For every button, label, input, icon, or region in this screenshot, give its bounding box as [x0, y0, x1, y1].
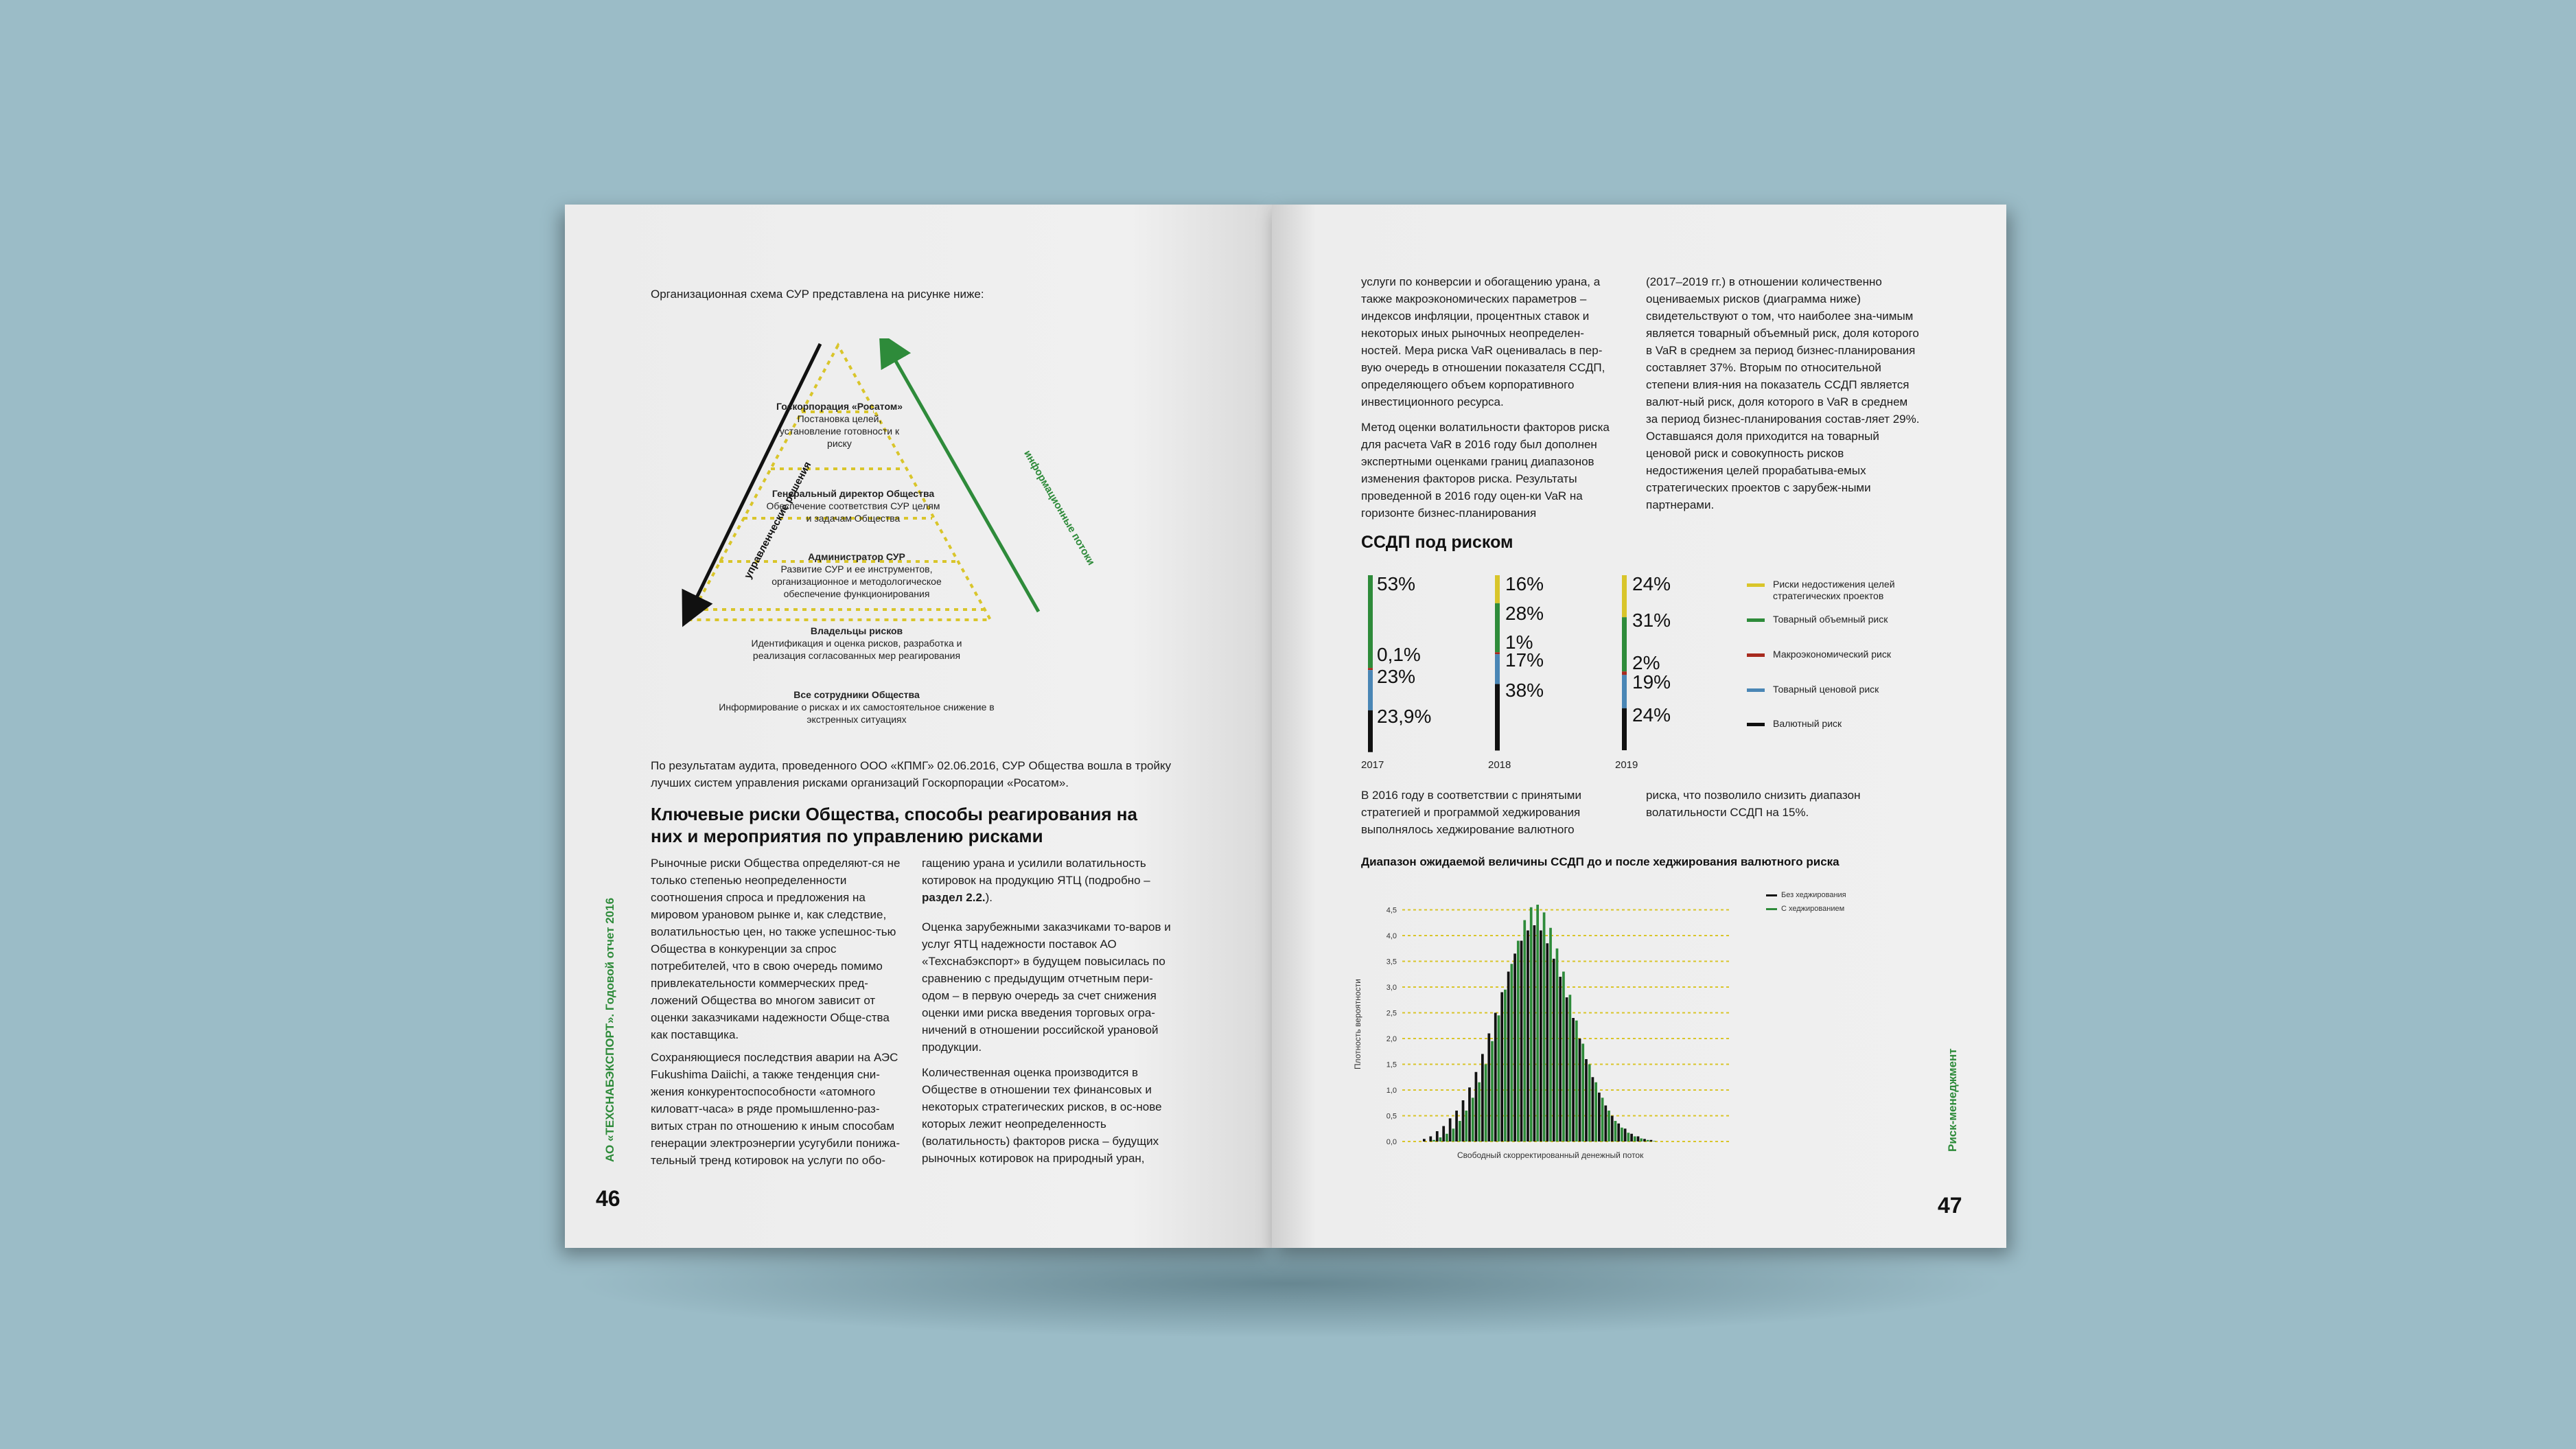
chart1-label: 23,9%	[1377, 706, 1432, 727]
right-col2-p1: (2017–2019 гг.) в отношении количественно оцениваемых рисков (диаграмма ниже) свидетельствуют о том, что наиболее зна-чимым является товарный объемный риск, доля которого в VaR в среднем за период бизнес-планирования составляет 37%. Вторым по относительной степени влия-ния на показатель ССДП является валют-ный риск, доля которого в VaR в среднем за период бизнес-планирования состав-ляет 29%. Оставшаяся доля приходится на товарный ценовой риск и совокупность рисков недостижения целей прорабатыва-емых стратегических проектов с зарубеж-ными партнерами.	[1646, 275, 1920, 511]
right-col1-p2: Метод оценки волатильности факторов риска для расчета VaR в 2016 году был дополнен экспертными оценками границ диапазонов изменения факторов риска. Результаты проведенной в 2016 году оцен-ки VaR на горизонте бизнес-планирования	[1361, 421, 1610, 520]
org-intro: Организационная схема СУР представлена на рисунке ниже:	[651, 288, 984, 301]
chart2-bar	[1562, 972, 1565, 1142]
right-page	[1272, 205, 2006, 1248]
chart1-label: 24%	[1632, 573, 1671, 594]
chart1-legend-item	[1773, 718, 1896, 730]
chart2-legend-item	[1766, 891, 1846, 899]
legend-label: Макроэкономический риск	[1773, 649, 1891, 660]
chart2-bar	[1585, 1059, 1588, 1141]
chart2-bar	[1432, 1140, 1435, 1141]
pyramid-level-2	[764, 487, 942, 524]
chart2-ytick: 4,0	[1386, 932, 1397, 940]
left-col2-p1-text: гащению урана и усилили волатильность котировок на продукцию ЯТЦ (подробно –	[922, 857, 1150, 887]
chart2-histogram	[1361, 891, 1745, 1152]
hedge-text-1: В 2016 году в соответствии с принятыми стратегией и программой хеджирования выполнялось хеджирование валютного	[1361, 789, 1581, 836]
chart2-bar	[1624, 1128, 1627, 1141]
chart2-bar	[1517, 941, 1520, 1142]
legend-swatch	[1747, 618, 1765, 622]
chart1-label: 28%	[1505, 603, 1544, 624]
chart1-legend-item	[1773, 614, 1896, 625]
chart2-ytick: 4,5	[1386, 906, 1397, 915]
chart1-label: 38%	[1505, 680, 1544, 701]
chart2-ytick: 3,0	[1386, 984, 1397, 992]
chart1-label: 53%	[1377, 573, 1416, 594]
chart2-xlabel: Свободный скорректированный денежный поток	[1457, 1150, 1644, 1160]
chart2-bar	[1592, 1077, 1594, 1141]
chart1-title: ССДП под риском	[1361, 533, 1513, 552]
chart2-bar	[1498, 1015, 1500, 1141]
chart1-bar-segment	[1622, 575, 1627, 617]
chart2-bar	[1423, 1139, 1426, 1141]
pyramid-level-title: Все сотрудники Общества	[793, 689, 920, 700]
pyramid-level-4	[730, 625, 984, 662]
chart2-bar	[1455, 1111, 1458, 1141]
right-col1-p1: услуги по конверсии и обогащению урана, а также макроэкономических параметров – индексов инфляции, процентных ставок и некоторых иных рыночных неопределен-ностей. Мера риска VaR оценивалась в пер-вую очередь в отношении показателя ССДП, определяющего объем корпоративного инвестиционного ресурса.	[1361, 275, 1605, 408]
chart2-bar	[1566, 997, 1568, 1141]
chart2-bar	[1442, 1126, 1445, 1142]
chart2-bar	[1543, 912, 1546, 1141]
chart2-bar	[1604, 1106, 1607, 1142]
chart1-legend-item	[1773, 649, 1896, 660]
chart1-year: 2019	[1615, 759, 1638, 771]
left-side-label: АО «ТЕХСНАБЭКСПОРТ». Годовой отчет 2016	[603, 897, 616, 1162]
section-link[interactable]: раздел 2.2.	[922, 891, 986, 904]
chart2-bar	[1472, 1098, 1474, 1141]
legend-swatch	[1747, 723, 1765, 726]
chart2-bar	[1491, 1041, 1494, 1141]
chart1-bar-segment	[1622, 671, 1627, 675]
arrow-left-label: управленческие решения	[742, 459, 814, 581]
pyramid-level-body: Обеспечение соответствия СУР целям и задачам Общества	[766, 500, 940, 524]
chart2-bar	[1643, 1139, 1646, 1141]
pyramid-level-title: Владельцы рисков	[810, 625, 903, 636]
chart2-bar	[1650, 1140, 1653, 1141]
chart2-bar	[1462, 1100, 1465, 1141]
chart2-bar	[1475, 1072, 1478, 1141]
chart1-legend-item	[1773, 684, 1896, 695]
hedge-text-2: риска, что позволило снизить диапазон волатильности ССДП на 15%.	[1646, 789, 1861, 819]
chart1-bar-segment	[1368, 575, 1373, 668]
pyramid-level-3	[747, 550, 966, 600]
pyramid-level-title: Госкорпорация «Росатом»	[776, 401, 903, 412]
chart2-bar	[1533, 925, 1536, 1141]
chart1-bar-segment	[1368, 668, 1373, 670]
chart2-bar	[1553, 959, 1555, 1141]
chart2-bar	[1627, 1133, 1630, 1141]
chart1-legend-item	[1773, 579, 1917, 602]
left-col1-p2: Сохраняющиеся последствия аварии на АЭС Fukushima Daiichi, а также тенденция сни-жения конкурентоспособности «атомного киловатт-часа» в ряде промышленно-раз-витых стран по отношению к иным способам генерации электроэнергии усугубили понижа-тельный тренд котировок на услуги по обо-	[651, 1051, 900, 1167]
chart2-bar	[1429, 1137, 1432, 1142]
chart2-bar	[1588, 1065, 1591, 1142]
legend-label: Товарный объемный риск	[1773, 614, 1888, 625]
chart2-ylabel: Плотность вероятности	[1353, 979, 1362, 1069]
chart2-bar	[1481, 1054, 1484, 1142]
left-col2-p3: Количественная оценка производится в Обществе в отношении тех финансовых и некоторых стратегических рисков, в ос-нове которых лежит неопределенность (волатильность) факторов риска – будущих рыночных котировок на природный уран,	[922, 1066, 1162, 1165]
chart1-label: 31%	[1632, 610, 1671, 631]
audit-text: По результатам аудита, проведенного ООО «КПМГ» 02.06.2016, СУР Общества вошла в тройку лучших систем управления рисками организаций Госкорпорации «Росатом».	[651, 759, 1172, 789]
chart2-bar	[1494, 1013, 1497, 1142]
chart1-bar-segment	[1495, 684, 1500, 751]
chart2-bar	[1465, 1111, 1467, 1141]
chart2-bar	[1436, 1131, 1439, 1141]
chart1-bar-segment	[1622, 617, 1627, 671]
chart1-bar-segment	[1368, 670, 1373, 710]
legend-label: Без хеджирования	[1781, 891, 1846, 899]
chart1-label: 2%	[1632, 652, 1660, 673]
legend-swatch	[1747, 688, 1765, 692]
left-col1-p1: Рыночные риски Общества определяют-ся не только степенью неопределенности соотношения спроса и предложения на мировом урановом рынке и, как следствие, волатильностью цен, но также успешнос-тью Общества в конкуренции за спрос потребителей, что в свою очередь помимо привлекательности коммерческих пред-ложений Общества во многом зависит от оценки заказчиками надежности Обще-ства как поставщика.	[651, 857, 901, 1041]
chart1-label: 24%	[1632, 704, 1671, 726]
chart2-bar	[1446, 1134, 1448, 1141]
chart2-bar	[1549, 928, 1552, 1141]
pyramid-level-body: Развитие СУР и ее инструментов, организационное и методологическое обеспечение функционирования	[771, 564, 942, 599]
pyramid-level-5	[716, 688, 997, 726]
left-col2-p1-end: ).	[985, 891, 993, 904]
chart1-year: 2017	[1361, 759, 1384, 771]
chart2-ytick: 2,0	[1386, 1035, 1397, 1043]
chart1-label: 1%	[1505, 631, 1533, 653]
chart2-bar	[1594, 1082, 1597, 1141]
legend-label: С хеджированием	[1781, 905, 1845, 913]
right-side-label: Риск-менеджмент	[1946, 1048, 1959, 1152]
chart2-bar	[1621, 1128, 1623, 1141]
chart2-bar	[1487, 1034, 1490, 1142]
pyramid-level-title: Генеральный директор Общества	[771, 488, 935, 499]
chart2-bar	[1556, 949, 1559, 1141]
chart1-bar-segment	[1495, 654, 1500, 684]
chart2-bar	[1468, 1087, 1471, 1141]
chart1-label: 19%	[1632, 671, 1671, 693]
chart2-ytick: 1,5	[1386, 1060, 1397, 1069]
legend-swatch	[1747, 583, 1765, 587]
pyramid-level-title: Администратор СУР	[808, 551, 905, 562]
chart2-bar	[1601, 1098, 1604, 1141]
left-page	[565, 205, 1272, 1248]
pyramid-level-1	[774, 400, 905, 450]
chart2-bar	[1527, 931, 1529, 1142]
chart2-bar	[1530, 907, 1533, 1141]
chart1-label: 17%	[1505, 649, 1544, 671]
chart2-bar	[1598, 1093, 1601, 1141]
chart2-ytick: 3,5	[1386, 958, 1397, 966]
left-col2-p2: Оценка зарубежными заказчиками то-варов и услуг ЯТЦ надежности поставок АО «Техснабэкспорт» в будущем повысилась по сравнению с предыдущим отчетным пери-одом – в первую очередь за счет снижения оценки ими риска введения торговых огра-ничений в отношении российской урановой продукции.	[922, 920, 1171, 1054]
legend-label: Риски недостижения целей стратегических проектов	[1773, 579, 1895, 601]
left-col2-p1	[922, 855, 1176, 906]
chart2-bar	[1540, 931, 1542, 1142]
chart2-bar	[1559, 977, 1562, 1141]
pyramid-level-body: Постановка целей, установление готовности к риску	[779, 413, 900, 449]
chart1-label: 16%	[1505, 573, 1544, 594]
chart2-legend-item	[1766, 905, 1844, 913]
chart2-ytick: 0,5	[1386, 1112, 1397, 1121]
chart2-bar	[1611, 1116, 1614, 1142]
chart2-bar	[1459, 1121, 1461, 1141]
legend-label: Валютный риск	[1773, 718, 1842, 729]
chart1-label: 23%	[1377, 666, 1416, 687]
pyramid-level-body: Информирование о рисках и их самостоятельное снижение в экстренных ситуациях	[719, 702, 995, 725]
legend-swatch	[1766, 894, 1777, 896]
chart2-title: Диапазон ожидаемой величины ССДП до и после хеджирования валютного риска	[1361, 855, 1840, 868]
chart1-bar-segment	[1622, 675, 1627, 708]
left-page-number: 46	[596, 1186, 620, 1211]
chart1-bar-segment	[1622, 708, 1627, 750]
chart2-ytick: 1,0	[1386, 1087, 1397, 1095]
chart2-bar	[1569, 995, 1572, 1141]
chart2-bar	[1634, 1137, 1636, 1142]
chart2-bar	[1614, 1121, 1617, 1141]
legend-label: Товарный ценовой риск	[1773, 684, 1879, 695]
chart2-bar	[1572, 1018, 1575, 1141]
chart2-ytick: 2,5	[1386, 1009, 1397, 1018]
chart2-bar	[1511, 964, 1513, 1141]
chart1-bar-segment	[1495, 652, 1500, 654]
arrow-right-label: информационные потоки	[1021, 448, 1098, 568]
chart2-bar	[1617, 1124, 1620, 1141]
chart2-bar	[1504, 990, 1507, 1141]
chart2-bar	[1439, 1137, 1442, 1141]
chart2-bar	[1507, 972, 1510, 1142]
chart1-bar-segment	[1495, 603, 1500, 652]
right-page-number: 47	[1938, 1193, 1962, 1218]
legend-swatch	[1766, 908, 1777, 910]
chart2-bar	[1608, 1111, 1610, 1141]
chart2-bar	[1513, 953, 1516, 1141]
chart2-bar	[1647, 1140, 1649, 1141]
chart1-bar-segment	[1368, 710, 1373, 752]
chart2-bar	[1478, 1082, 1481, 1141]
chart2-bar	[1536, 905, 1539, 1141]
chart2-bar	[1581, 1044, 1584, 1142]
chart2-ytick: 0,0	[1386, 1138, 1397, 1146]
chart2-bar	[1546, 943, 1548, 1141]
pyramid-level-body: Идентификация и оценка рисков, разработка и реализация согласованных мер реагирования	[751, 638, 962, 661]
chart2-bar	[1637, 1137, 1640, 1142]
chart2-bar	[1452, 1128, 1455, 1141]
chart2-bar	[1523, 920, 1526, 1142]
chart1-label: 0,1%	[1377, 644, 1421, 665]
chart1-year: 2018	[1488, 759, 1511, 771]
chart2-bar	[1500, 993, 1503, 1142]
chart1-bar-segment	[1495, 575, 1500, 603]
chart2-bar	[1449, 1118, 1452, 1141]
section-heading: Ключевые риски Общества, способы реагирования на них и мероприятия по управлению рисками	[651, 804, 1137, 846]
chart2-bar	[1485, 1065, 1487, 1142]
chart2-bar	[1575, 1021, 1578, 1141]
chart2-bar	[1520, 941, 1523, 1142]
chart2-bar	[1640, 1139, 1643, 1142]
legend-swatch	[1747, 653, 1765, 657]
chart2-bar	[1630, 1134, 1633, 1141]
chart2-bar	[1579, 1039, 1581, 1141]
